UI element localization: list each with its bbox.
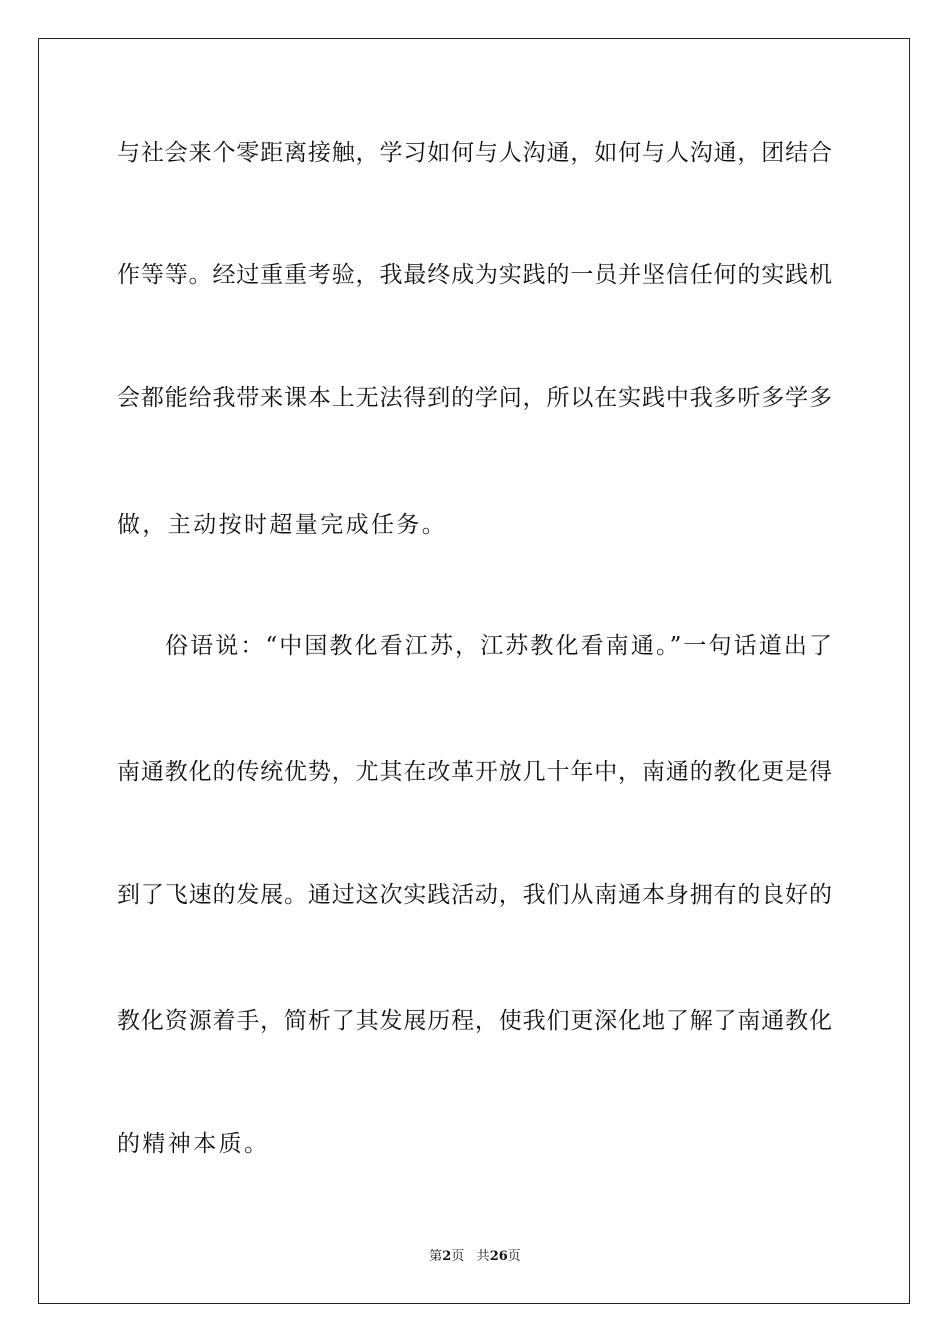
page-label-prefix: 第	[429, 1249, 443, 1264]
paragraph-2-line-3: 到了飞速的发展。通过这次实践活动，我们从南通本身拥有的良好的	[117, 882, 832, 908]
current-page-number: 2	[442, 1249, 452, 1264]
paragraph-2-line-4: 教化资源着手，简析了其发展历程，使我们更深化地了解了南通教化	[117, 1008, 832, 1034]
paragraph-2-line-1: 俗语说：“中国教化看江苏，江苏教化看南通。”一句话道出了	[165, 633, 832, 659]
total-pages-number: 26	[489, 1249, 508, 1264]
paragraph-2-line-5: 的精神本质。	[117, 1131, 270, 1157]
total-label-suffix: 页	[507, 1249, 521, 1264]
paragraph-1-line-4: 做，主动按时超量完成任务。	[117, 512, 448, 538]
page-frame	[38, 38, 910, 1304]
total-label-prefix: 共	[476, 1249, 490, 1264]
paragraph-2-line-2: 南通教化的传统优势，尤其在改革开放几十年中，南通的教化更是得	[117, 759, 832, 785]
paragraph-1-line-2: 作等等。经过重重考验，我最终成为实践的一员并坚信任何的实践机	[117, 262, 832, 288]
page-label-suffix: 页	[451, 1249, 465, 1264]
paragraph-1-line-1: 与社会来个零距离接触，学习如何与人沟通，如何与人沟通，团结合	[117, 140, 832, 166]
paragraph-1-line-3: 会都能给我带来课本上无法得到的学问，所以在实践中我多听多学多	[117, 385, 832, 411]
page-footer	[0, 1248, 950, 1266]
